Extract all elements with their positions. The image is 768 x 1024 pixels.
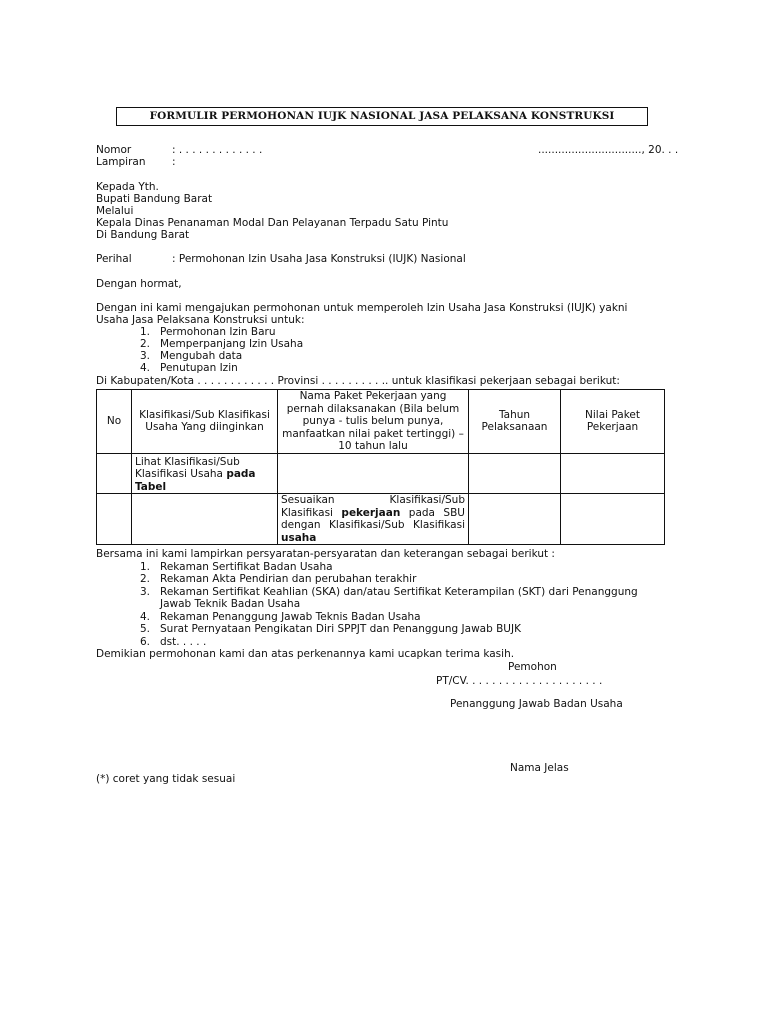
klasifikasi-note-bold: pada Tabel bbox=[135, 468, 256, 493]
signature-company: PT/CV. . . . . . . . . . . . . . . . . . . . . bbox=[436, 675, 603, 687]
closing: Demikian permohonan kami dan atas perkenannya kami ucapkan terima kasih. bbox=[96, 648, 515, 660]
attachment-item: Rekaman Akta Pendirian dan perubahan terakhir bbox=[160, 573, 417, 585]
paket-note-bold: pekerjaan bbox=[341, 506, 401, 519]
classification-table bbox=[96, 389, 665, 545]
greeting: Dengan hormat, bbox=[96, 278, 182, 290]
cell-tahun[interactable] bbox=[469, 494, 561, 545]
cell-tahun[interactable] bbox=[469, 453, 561, 494]
attachment-num: 5. bbox=[140, 623, 151, 635]
lampiran-label: Lampiran bbox=[96, 156, 146, 168]
table-header-row bbox=[97, 390, 665, 454]
purpose-item: Memperpanjang Izin Usaha bbox=[160, 338, 304, 350]
cell-klasifikasi[interactable] bbox=[132, 494, 278, 545]
intro-line-2: Usaha Jasa Pelaksana Konstruksi untuk: bbox=[96, 314, 305, 326]
attachment-item: Rekaman Sertifikat Badan Usaha bbox=[160, 561, 333, 573]
purpose-item: Mengubah data bbox=[160, 350, 243, 362]
location-line: Di Kabupaten/Kota . . . . . . . . . . . . Provinsi . . . . . . . . . .. untuk klasifikasi pekerjaan sebagai berikut: bbox=[96, 375, 620, 387]
klasifikasi-note: Lihat Klasifikasi/Sub Klasifikasi Usaha bbox=[135, 455, 240, 480]
intro-line-1: Dengan ini kami mengajukan permohonan untuk memperoleh Izin Usaha Jasa Konstruksi (IUJK) yakni bbox=[96, 302, 628, 314]
purpose-num: 2. bbox=[140, 338, 151, 350]
signature-role: Penanggung Jawab Badan Usaha bbox=[450, 698, 623, 710]
attachment-num: 4. bbox=[140, 611, 151, 623]
attachment-num: 3. bbox=[140, 586, 151, 598]
attachment-num: 6. bbox=[140, 636, 151, 648]
footnote: (*) coret yang tidak sesuai bbox=[96, 773, 236, 785]
recipient-line-1: Kepada Yth. bbox=[96, 181, 159, 193]
purpose-num: 4. bbox=[140, 362, 151, 374]
purpose-item: Permohonan Izin Baru bbox=[160, 326, 276, 338]
header-no: No bbox=[97, 390, 132, 454]
header-tahun: Tahun Pelaksanaan bbox=[469, 390, 561, 454]
date-placeholder: ..............................., 20. . . bbox=[538, 144, 679, 156]
signature-name: Nama Jelas bbox=[510, 762, 569, 774]
header-klasifikasi: Klasifikasi/Sub Klasifikasi Usaha Yang diinginkan bbox=[132, 390, 278, 454]
recipient-line-3: Melalui bbox=[96, 205, 134, 217]
attachment-item: Rekaman Penanggung Jawab Teknis Badan Usaha bbox=[160, 611, 421, 623]
header-paket: Nama Paket Pekerjaan yang pernah dilaksanakan (Bila belum punya - tulis belum punya, manfaatkan nilai paket tertinggi) – 10 tahun lalu bbox=[278, 390, 469, 454]
recipient-line-4: Kepala Dinas Penanaman Modal Dan Pelayanan Terpadu Satu Pintu bbox=[96, 217, 449, 229]
perihal-value: : Permohonan Izin Usaha Jasa Konstruksi (IUJK) Nasional bbox=[172, 253, 466, 265]
nomor-label: Nomor bbox=[96, 144, 132, 156]
attachment-num: 2. bbox=[140, 573, 151, 585]
recipient-line-2: Bupati Bandung Barat bbox=[96, 193, 213, 205]
header-nilai: Nilai Paket Pekerjaan bbox=[561, 390, 665, 454]
cell-paket[interactable] bbox=[278, 453, 469, 494]
attachment-num: 1. bbox=[140, 561, 151, 573]
cell-no[interactable] bbox=[97, 453, 132, 494]
form-title: FORMULIR PERMOHONAN IUJK NASIONAL JASA PELAKSANA KONSTRUKSI bbox=[116, 107, 648, 126]
recipient-line-5: Di Bandung Barat bbox=[96, 229, 190, 241]
signature-pemohon: Pemohon bbox=[508, 661, 557, 673]
purpose-item: Penutupan Izin bbox=[160, 362, 238, 374]
cell-klasifikasi[interactable] bbox=[132, 453, 278, 494]
nomor-value: : . . . . . . . . . . . . . bbox=[172, 144, 263, 156]
attachment-item: Surat Pernyataan Pengikatan Diri SPPJT dan Penanggung Jawab BUJK bbox=[160, 623, 521, 635]
attachment-item: dst. . . . . bbox=[160, 636, 207, 648]
cell-nilai[interactable] bbox=[561, 494, 665, 545]
attachments-intro: Bersama ini kami lampirkan persyaratan-persyaratan dan keterangan sebagai berikut : bbox=[96, 548, 555, 560]
paket-note: Sesuaikan Klasifikasi/Sub Klasifikasi bbox=[281, 494, 465, 519]
cell-nilai[interactable] bbox=[561, 453, 665, 494]
perihal-label: Perihal bbox=[96, 253, 132, 265]
purpose-num: 3. bbox=[140, 350, 151, 362]
paket-note-bold-2: usaha bbox=[281, 531, 317, 544]
lampiran-value: : bbox=[172, 156, 176, 168]
attachment-item: Rekaman Sertifikat Keahlian (SKA) dan/atau Sertifikat Keterampilan (SKT) dari Penanggung bbox=[160, 586, 638, 598]
paket-note-cont: pada SBU dengan Klasifikasi/Sub Klasifikasi bbox=[281, 506, 465, 531]
table-row bbox=[97, 494, 665, 545]
table-row bbox=[97, 453, 665, 494]
purpose-num: 1. bbox=[140, 326, 151, 338]
attachment-item-cont: Jawab Teknik Badan Usaha bbox=[160, 598, 301, 610]
cell-no[interactable] bbox=[97, 494, 132, 545]
cell-paket[interactable] bbox=[278, 494, 469, 545]
